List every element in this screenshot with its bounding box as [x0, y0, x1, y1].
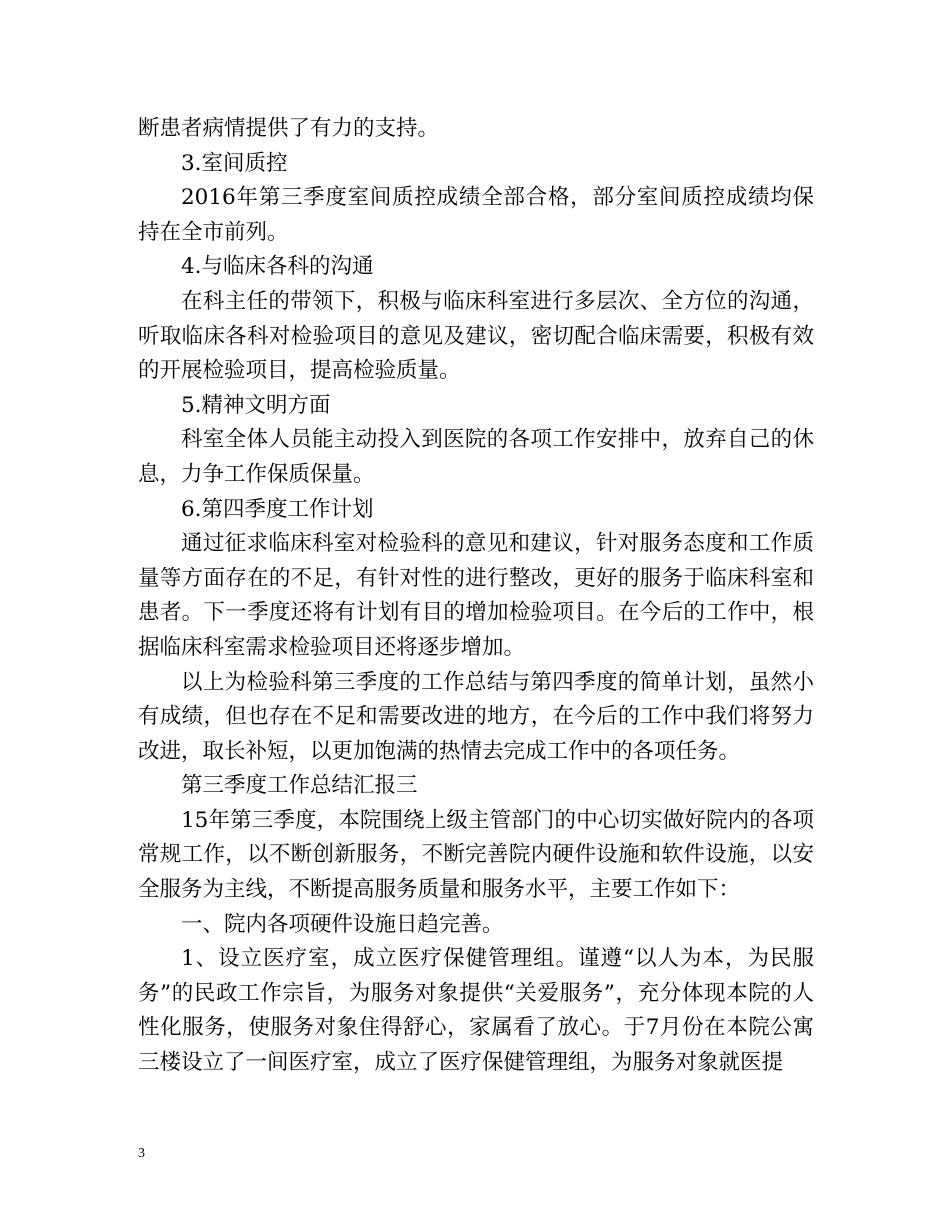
heading-interlab-qc: 3.室间质控: [181, 150, 288, 176]
paragraph-q4-plan: 通过征求临床科室对检验科的意见和建议，针对服务态度和工作质量等方面存在的不足，有针对性的进行整改，更好的服务于临床科室和患者。下一季度还将有计划有目的增加检验项目。在今后的工作中，根据临床科室需求检验项目还将逐步增加。: [138, 531, 814, 660]
heading-hardware-facilities: 一、院内各项硬件设施日趋完善。: [181, 911, 504, 937]
page-number: 3: [138, 1146, 145, 1161]
document-body: [138, 112, 814, 1081]
paragraph-continuation: 断患者病情提供了有力的支持。: [138, 116, 440, 141]
heading-spiritual-civilization: 5.精神文明方面: [181, 392, 331, 418]
heading-q4-plan: 6.第四季度工作计划: [181, 496, 374, 522]
paragraph-summary: 以上为检验科第三季度的工作总结与第四季度的简单计划，虽然小有成绩，但也存在不足和需要改进的地方，在今后的工作中我们将努力改进，取长补短，以更加饱满的热情去完成工作中的各项任务。: [138, 669, 814, 764]
section-title-report-three: 第三季度工作总结汇报三: [181, 773, 418, 799]
paragraph-report-intro: 15年第三季度，本院围绕上级主管部门的中心切实做好院内的各项常规工作，以不断创新服务，不断完善院内硬件设施和软件设施，以安全服务为主线，不断提高服务质量和服务水平，主要工作如下：: [138, 807, 814, 903]
paragraph-clinical-communication: 在科主任的带领下，积极与临床科室进行多层次、全方位的沟通，听取临床各科对检验项目的意见及建议，密切配合临床需要，积极有效的开展检验项目，提高检验质量。: [138, 288, 814, 384]
paragraph-medical-room: 1、设立医疗室，成立医疗保健管理组。谨遵“以人为本，为民服务”的民政工作宗旨，为服务对象提供“关爱服务”，充分体现本院的人性化服务，使服务对象住得舒心，家属看了放心。于7月份在本院公寓三楼设立了一间医疗室，成立了医疗保健管理组，为服务对象就医提: [138, 946, 814, 1076]
paragraph-spiritual-civilization: 科室全体人员能主动投入到医院的各项工作安排中，放弃自己的休息，力争工作保质保量。: [138, 427, 814, 487]
paragraph-interlab-qc: 2016年第三季度室间质控成绩全部合格，部分室间质控成绩均保持在全市前列。: [138, 185, 814, 245]
heading-clinical-communication: 4.与临床各科的沟通: [181, 254, 374, 280]
